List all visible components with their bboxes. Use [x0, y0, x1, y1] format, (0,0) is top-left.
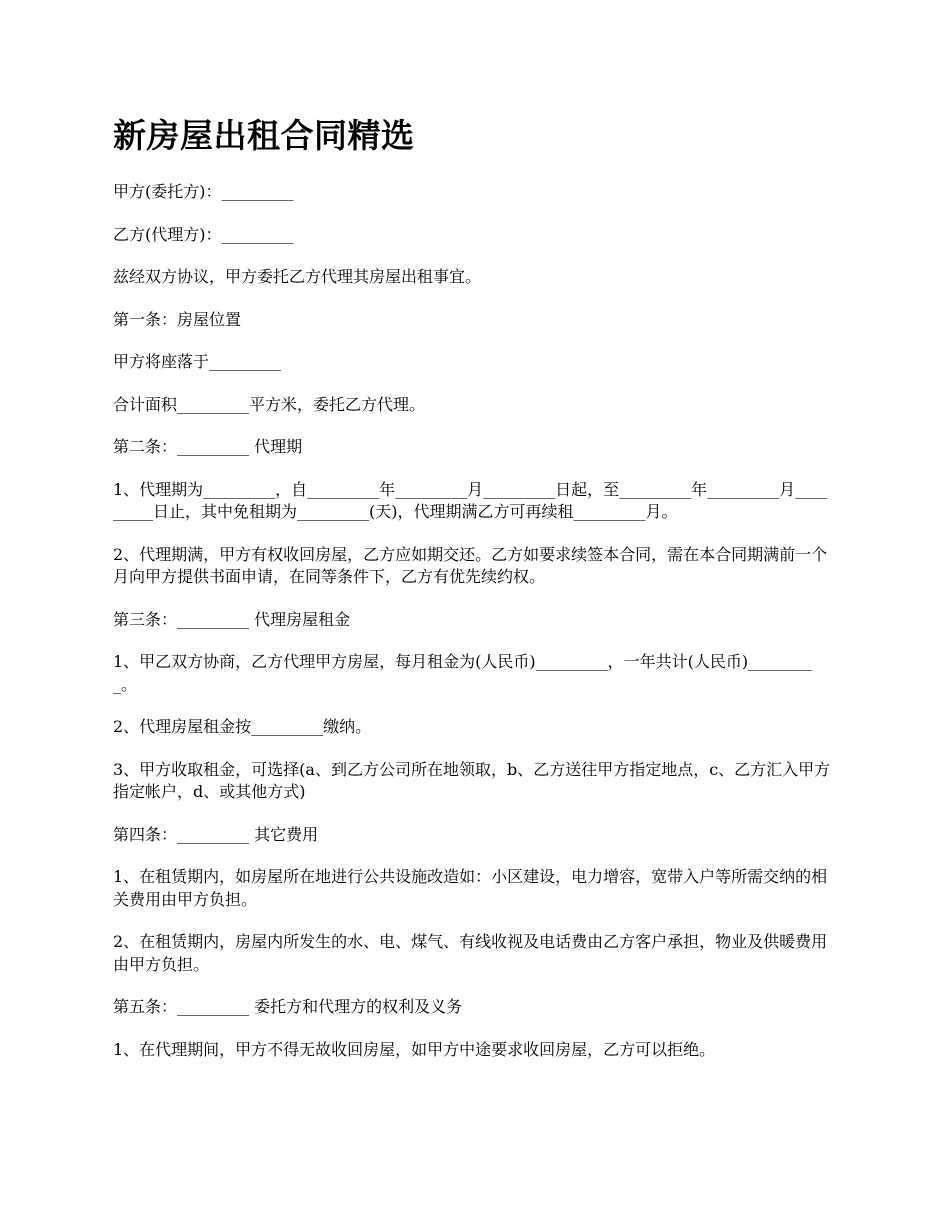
- article-2-heading: 第二条：_________ 代理期: [113, 437, 303, 456]
- article-4-clause-2: 2、在租赁期内，房屋内所发生的水、电、煤气、有线收视及电话费由乙方客户承担，物业及供暖费用由甲方负担。: [113, 932, 828, 974]
- article-2-clause-2: 2、代理期满，甲方有权收回房屋，乙方应如期交还。乙方如要求续签本合同，需在本合同期满前一个月向甲方提供书面申请，在同等条件下，乙方有优先续约权。: [113, 544, 828, 586]
- article-5-heading: 第五条：_________ 委托方和代理方的权利及义务: [113, 997, 463, 1016]
- article-3-clause-3: 3、甲方收取租金，可选择(a、到乙方公司所在地领取，b、乙方送往甲方指定地点，c、乙方汇入甲方指定帐户，d、或其他方式): [113, 759, 831, 801]
- article-1-area: 合计面积_________平方米，委托乙方代理。: [113, 394, 426, 414]
- article-4-heading: 第四条：_________ 其它费用: [113, 824, 319, 844]
- article-5-clause-1: 1、在代理期间，甲方不得无故收回房屋，如甲方中途要求收回房屋，乙方可以拒绝。: [113, 1039, 716, 1059]
- article-3-clause-2: 2、代理房屋租金按_________缴纳。: [113, 717, 372, 736]
- article-4-clause-1: 1、在租赁期内，如房屋所在地进行公共设施改造如：小区建设，电力增容，宽带入户等所需交纳的相关费用由甲方负担。: [113, 867, 828, 909]
- party-b-line: 乙方(代理方)：_________: [113, 224, 294, 244]
- party-a-line: 甲方(委托方)：_________: [113, 182, 294, 201]
- document-page: [113, 112, 833, 1081]
- article-1-location: 甲方将座落于_________: [113, 352, 282, 371]
- article-1-heading: 第一条：房屋位置: [113, 309, 242, 329]
- article-3-clause-1: 1、甲乙双方协商，乙方代理甲方房屋，每月租金为(人民币)_________，一年共计(人民币)_________。: [113, 652, 813, 694]
- agreement-intro: 兹经双方协议，甲方委托乙方代理其房屋出租事宜。: [113, 267, 482, 286]
- article-3-heading: 第三条：_________ 代理房屋租金: [113, 609, 351, 629]
- document-title: 新房屋出租合同精选: [113, 116, 415, 155]
- article-2-clause-1: 1、代理期为_________，自_________年_________月_________日起，至_________年_________月_________日止，其中免租期为_________(天)，代理期满乙方可再续租_________月。: [113, 479, 828, 521]
